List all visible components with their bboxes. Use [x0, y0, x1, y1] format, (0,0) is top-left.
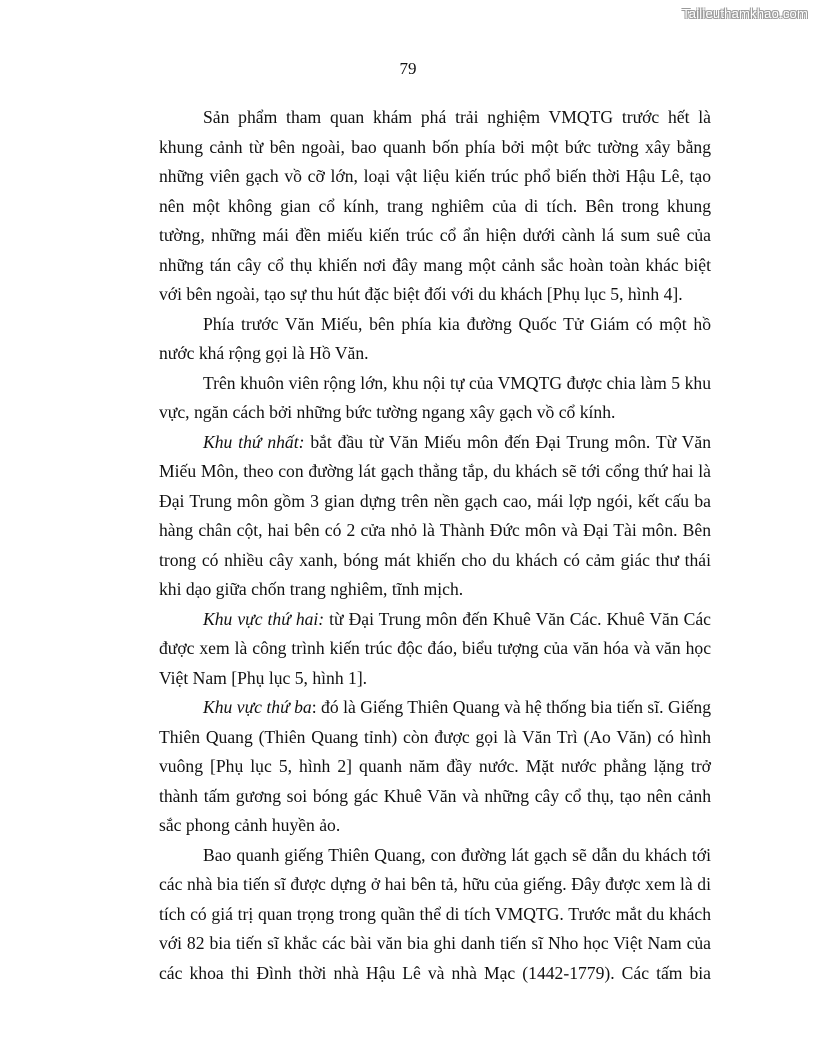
paragraph-text: Sản phẩm tham quan khám phá trải nghiệm VMQTG trước hết là khung cảnh từ bên ngoài, bao quanh bốn phía bởi một bức tường xây bằng những viên gạch vồ cỡ lớn, loại vật liệu kiến trúc phổ biến thời Hậu Lê, tạo nên một không gian cổ kính, trang nghiêm của di tích. Bên trong khung tường, những mái đền miếu kiến trúc cổ ẩn hiện dưới cành lá sum suê của những tán cây cổ thụ khiến nơi đây mang một cảnh sắc hoàn toàn khác biệt với bên ngoài, tạo sự thu hút đặc biệt đối với du khách [Phụ lục 5, hình 4]. — [159, 107, 711, 304]
paragraph-7 — [159, 841, 711, 989]
paragraph-6 — [159, 693, 711, 841]
paragraph-2 — [159, 310, 711, 369]
paragraph-5 — [159, 605, 711, 694]
paragraph-1 — [159, 103, 711, 310]
paragraph-text: : đó là Giếng Thiên Quang và hệ thống bia tiến sĩ. Giếng Thiên Quang (Thiên Quang tỉnh) còn được gọi là Văn Trì (Ao Văn) có hình vuông [Phụ lục 5, hình 2] quanh năm đầy nước. Mặt nước phẳng lặng trở thành tấm gương soi bóng gác Khuê Văn và những cây cổ thụ, tạo nên cảnh sắc phong cảnh huyền ảo. — [159, 697, 711, 835]
paragraph-3 — [159, 369, 711, 428]
paragraph-lead: Khu vực thứ ba — [203, 697, 312, 717]
paragraph-4 — [159, 428, 711, 605]
body-text — [159, 103, 711, 988]
paragraph-lead: Khu vực thứ hai: — [203, 608, 325, 629]
paragraph-lead: Khu thứ nhất: — [203, 431, 305, 452]
paragraph-text: bắt đầu từ Văn Miếu môn đến Đại Trung môn. Từ Văn Miếu Môn, theo con đường lát gạch thẳng tắp, du khách sẽ tới cổng thứ hai là Đại Trung môn gồm 3 gian dựng trên nền gạch cao, mái lợp ngói, kết cấu ba hàng chân cột, hai bên có 2 cửa nhỏ là Thành Đức môn và Đại Tài môn. Bên trong có nhiều cây xanh, bóng mát khiến cho du khách có cảm giác thư thái khi dạo giữa chốn trang nghiêm, tĩnh mịch. — [159, 431, 711, 599]
paragraph-text: từ Đại Trung môn đến Khuê Văn Các. Khuê Văn Các được xem là công trình kiến trúc độc đáo, biểu tượng của văn hóa và văn học Việt Nam [Phụ lục 5, hình 1]. — [159, 608, 711, 688]
paragraph-text: Phía trước Văn Miếu, bên phía kia đường Quốc Tử Giám có một hồ nước khá rộng gọi là Hồ Văn. — [159, 313, 711, 363]
paragraph-text: Trên khuôn viên rộng lớn, khu nội tự của VMQTG được chia làm 5 khu vực, ngăn cách bởi những bức tường ngang xây gạch vồ cổ kính. — [159, 372, 711, 422]
paragraph-text: Bao quanh giếng Thiên Quang, con đường lát gạch sẽ dẫn du khách tới các nhà bia tiến sĩ được dựng ở hai bên tả, hữu của giếng. Đây được xem là di tích có giá trị quan trọng trong quần thể di tích VMQTG. Trước mắt du khách với 82 bia tiến sĩ khắc các bài văn bia ghi danh tiến sĩ Nho học Việt Nam của các khoa thi Đình thời nhà Hậu Lê và nhà Mạc (1442-1779). Các tấm bia — [159, 844, 711, 983]
page-number: 79 — [399, 59, 417, 78]
watermark: Tailieuthamkhao.com — [682, 6, 808, 21]
